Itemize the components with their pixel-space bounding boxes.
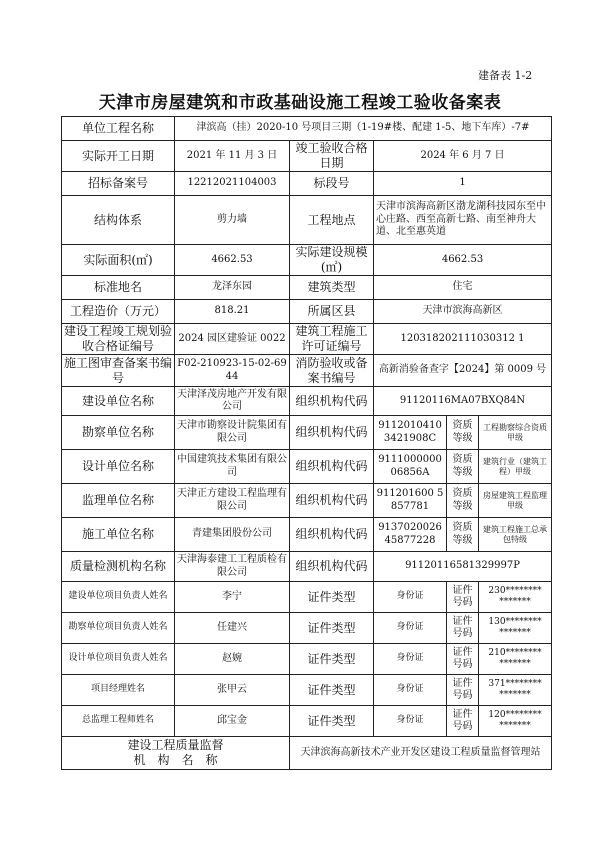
org-code-label: 组织机构代码 <box>290 416 374 450</box>
area-label: 实际面积(㎡) <box>62 245 175 276</box>
location-label: 工程地点 <box>290 196 374 245</box>
qualification-label: 资质等级 <box>447 518 479 552</box>
person-name: 任建兴 <box>175 613 290 644</box>
permit-value: 120318202111030312 1 <box>374 324 552 355</box>
row-person-survey <box>62 613 552 644</box>
qualification-value: 房屋建筑工程监理甲级 <box>479 484 552 518</box>
org-code-value: 911201600 5857781 <box>374 484 447 518</box>
person-role: 勘察单位项目负责人姓名 <box>62 613 175 644</box>
district-value: 天津市滨海高新区 <box>374 300 552 324</box>
person-name: 邱宝金 <box>175 706 290 737</box>
cost-label: 工程造价（万元） <box>62 300 175 324</box>
cert-type-value: 身份证 <box>374 706 447 737</box>
org-code-value: 911100000006856A <box>374 450 447 484</box>
section-no-value: 1 <box>374 172 552 196</box>
scale-value: 4662.53 <box>374 245 552 276</box>
org-code-value: 913702002645877228 <box>374 518 447 552</box>
unit-role: 质量检测机构名称 <box>62 552 175 582</box>
project-name-value: 津滨高（挂）2020-10 号项目三期（1-19#楼、配建 1-5、地下车库）-7# <box>175 117 552 141</box>
unit-name: 青建集团股份公司 <box>175 518 290 552</box>
row-landmark <box>62 276 552 300</box>
cert-no-label: 证件号码 <box>447 582 479 613</box>
supervision-label-line1: 建设工程质量监督 <box>127 738 224 752</box>
org-code-value: 91120116581329997P <box>374 552 552 582</box>
cert-type-value: 身份证 <box>374 644 447 675</box>
fire-acceptance-label: 消防验收或备案书编号 <box>290 355 374 387</box>
unit-role: 施工单位名称 <box>62 518 175 552</box>
building-type-label: 建筑类型 <box>290 276 374 300</box>
unit-role: 设计单位名称 <box>62 450 175 484</box>
start-date-value: 2021 年 11 月 3 日 <box>175 141 290 172</box>
area-value: 4662.53 <box>175 245 290 276</box>
unit-name: 天津市勘察设计院集团有限公司 <box>175 416 290 450</box>
org-code-label: 组织机构代码 <box>290 450 374 484</box>
district-label: 所属区县 <box>290 300 374 324</box>
fire-acceptance-value: 高新消验备查字【2024】第 0009 号 <box>374 355 552 387</box>
drawing-review-value: F02-210923-15-02-6944 <box>175 355 290 387</box>
bid-no-value: 12212021104003 <box>175 172 290 196</box>
person-role: 项目经理姓名 <box>62 675 175 706</box>
cert-no-label: 证件号码 <box>447 675 479 706</box>
cert-type-label: 证件类型 <box>290 582 374 613</box>
row-unit-design <box>62 450 552 484</box>
row-planning <box>62 324 552 355</box>
row-person-chief-supervisor <box>62 706 552 737</box>
section-no-label: 标段号 <box>290 172 374 196</box>
person-name: 李宁 <box>175 582 290 613</box>
unit-name: 天津泽茂房地产开发有限公司 <box>175 387 290 416</box>
cert-no-value: 120******** ******* <box>479 706 552 737</box>
qualification-label: 资质等级 <box>447 450 479 484</box>
row-bid <box>62 172 552 196</box>
supervision-label-line2: 机 构 名 称 <box>133 753 218 767</box>
person-role: 设计单位项目负责人姓名 <box>62 644 175 675</box>
person-role: 建设单位项目负责人姓名 <box>62 582 175 613</box>
structure-label: 结构体系 <box>62 196 175 245</box>
cert-no-label: 证件号码 <box>447 644 479 675</box>
row-unit-testing <box>62 552 552 582</box>
row-unit-survey <box>62 416 552 450</box>
filing-table <box>61 116 552 770</box>
cert-no-value: 130******** ******* <box>479 613 552 644</box>
row-cost <box>62 300 552 324</box>
landmark-value: 龙泽东园 <box>175 276 290 300</box>
acceptance-date-label: 竣工验收合格日期 <box>290 141 374 172</box>
row-person-owner <box>62 582 552 613</box>
unit-name: 中国建筑技术集团有限公司 <box>175 450 290 484</box>
row-dates <box>62 141 552 172</box>
location-value: 天津市滨海高新区渤龙湖科技园东至中心庄路、西至高新七路、南至神舟大道、北至惠英道 <box>374 196 552 245</box>
form-number: 建备表 1-2 <box>478 69 533 82</box>
org-code-label: 组织机构代码 <box>290 387 374 416</box>
row-unit-construction <box>62 387 552 416</box>
row-unit-supervisor <box>62 484 552 518</box>
row-person-manager <box>62 675 552 706</box>
bid-no-label: 招标备案号 <box>62 172 175 196</box>
cert-no-value: 230******** ******* <box>479 582 552 613</box>
unit-role: 勘察单位名称 <box>62 416 175 450</box>
row-area <box>62 245 552 276</box>
cert-type-label: 证件类型 <box>290 706 374 737</box>
qualification-label: 资质等级 <box>447 416 479 450</box>
cert-type-label: 证件类型 <box>290 675 374 706</box>
qualification-value: 工程勘察综合资质甲级 <box>479 416 552 450</box>
cert-type-label: 证件类型 <box>290 613 374 644</box>
row-unit-contractor <box>62 518 552 552</box>
row-project-name <box>62 117 552 141</box>
row-structure <box>62 196 552 245</box>
landmark-label: 标准地名 <box>62 276 175 300</box>
drawing-review-label: 施工图审查备案书编号 <box>62 355 175 387</box>
cert-type-value: 身份证 <box>374 613 447 644</box>
cert-type-value: 身份证 <box>374 582 447 613</box>
unit-role: 监理单位名称 <box>62 484 175 518</box>
row-supervision <box>62 737 552 770</box>
supervision-label <box>62 737 290 770</box>
start-date-label: 实际开工日期 <box>62 141 175 172</box>
acceptance-date-value: 2024 年 6 月 7 日 <box>374 141 552 172</box>
unit-name: 天津正方建设工程监理有限公司 <box>175 484 290 518</box>
row-person-design <box>62 644 552 675</box>
org-code-label: 组织机构代码 <box>290 552 374 582</box>
cert-type-label: 证件类型 <box>290 644 374 675</box>
building-type-value: 住宅 <box>374 276 552 300</box>
row-drawing <box>62 355 552 387</box>
cert-no-value: 371******** ******* <box>479 675 552 706</box>
structure-value: 剪力墙 <box>175 196 290 245</box>
cert-no-label: 证件号码 <box>447 613 479 644</box>
permit-label: 建筑工程施工许可证编号 <box>290 324 374 355</box>
org-code-value: 91120104103421908C <box>374 416 447 450</box>
unit-name: 天津海泰建工工程质检有限公司 <box>175 552 290 582</box>
supervision-value: 天津滨海高新技术产业开发区建设工程质量监督管理站 <box>290 737 552 770</box>
qualification-value: 建筑工程施工总承包特级 <box>479 518 552 552</box>
person-name: 张甲云 <box>175 675 290 706</box>
page-title: 天津市房屋建筑和市政基础设施工程竣工验收备案表 <box>98 93 502 113</box>
cert-type-value: 身份证 <box>374 675 447 706</box>
cert-no-value: 210******** ******* <box>479 644 552 675</box>
scale-label: 实际建设规模(㎡) <box>290 245 374 276</box>
org-code-value: 91120116MA07BXQ84N <box>374 387 552 416</box>
person-name: 赵婉 <box>175 644 290 675</box>
cert-no-label: 证件号码 <box>447 706 479 737</box>
org-code-label: 组织机构代码 <box>290 484 374 518</box>
cost-value: 818.21 <box>175 300 290 324</box>
project-name-label: 单位工程名称 <box>62 117 175 141</box>
unit-role: 建设单位名称 <box>62 387 175 416</box>
planning-cert-label: 建设工程竣工规划验收合格证编号 <box>62 324 175 355</box>
planning-cert-value: 2024 园区建验证 0022 <box>175 324 290 355</box>
qualification-label: 资质等级 <box>447 484 479 518</box>
qualification-value: 建筑行业（建筑工程）甲级 <box>479 450 552 484</box>
org-code-label: 组织机构代码 <box>290 518 374 552</box>
person-role: 总监理工程师姓名 <box>62 706 175 737</box>
